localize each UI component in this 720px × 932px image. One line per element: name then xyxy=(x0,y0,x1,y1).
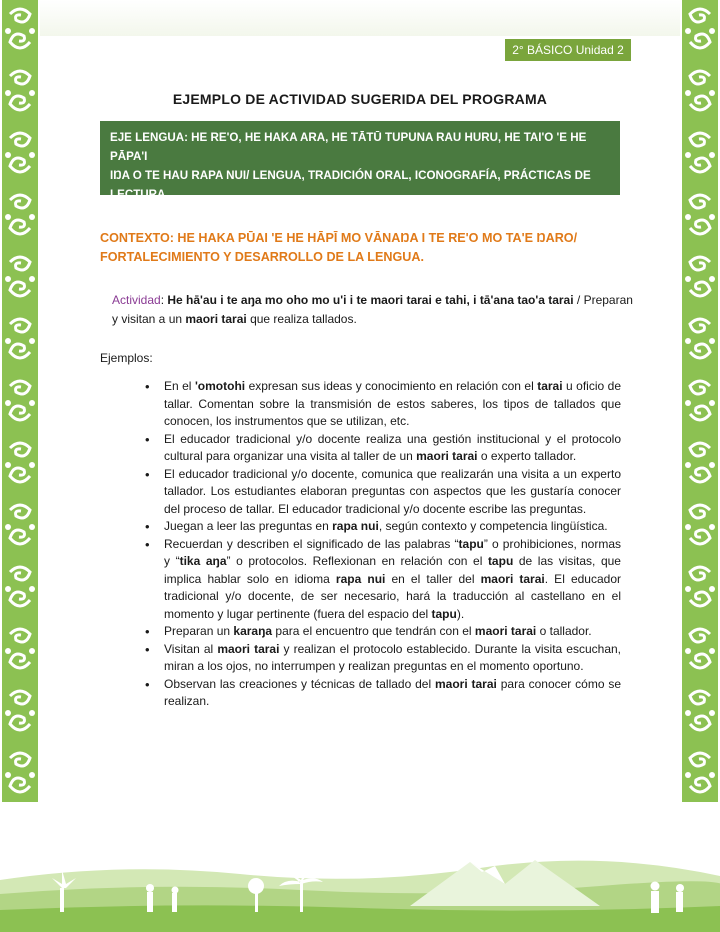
list-item: • El educador tradicional y/o docente realiza una gestión institucional y el protocolo cultural para organizar una visita al taller de un maori tarai o experto tallador. xyxy=(145,431,621,466)
contexto-heading xyxy=(100,229,620,267)
actividad-colon: : xyxy=(160,293,168,307)
list-item: • Visitan al maori tarai y realizan el protocolo establecido. Durante la visita escuchan, miran a los ojos, no interrumpen y realizan preguntas en el momento oportuno. xyxy=(145,641,621,676)
actividad-text: / Preparan y visitan a un xyxy=(112,293,633,326)
rapa-nui-landscape-silhouette-icon xyxy=(0,802,720,932)
left-border-pattern-icon xyxy=(0,0,40,880)
actividad-text: que realiza tallados. xyxy=(246,312,357,326)
list-item: • El educador tradicional y/o docente, comunica que realizarán una visita a un experto tallador. Los estudiantes elaboran preguntas con aspectos que les gustaría conocer del proceso de tallar. El educador tradicional y/o docente escribe las preguntas. xyxy=(145,466,621,519)
list-item: • Juegan a leer las preguntas en rapa nui, según contexto y competencia lingüística. xyxy=(145,518,621,536)
list-item: • Recuerdan y describen el significado de las palabras “tapu” o prohibiciones, normas y “tika aŋa” o protocolos. Reflexionan en relación con el tapu de las visitas, que implica hablar solo en idioma rapa nui en el taller del maori tarai. El educador tradicional y/o docente, de ser necesario, hará la traducción al castellano en el momento y lugar pertinente (fuera del espacio del tapu). xyxy=(145,536,621,624)
top-strip xyxy=(40,0,680,36)
list-item: • En el 'omotohi expresan sus ideas y conocimiento en relación con el tarai u oficio de tallar. Comentan sobre la transmisión de estos saberes, los tipos de tallados que conocen, los instrumentos que se utilizan, etc. xyxy=(145,378,621,431)
list-item: • Observan las creaciones y técnicas de tallado del maori tarai para conocer cómo se realizan. xyxy=(145,676,621,711)
actividad-keyword: maori tarai xyxy=(185,312,247,326)
eje-line: IŊA O TE HAU RAPA NUI/ LENGUA, TRADICIÓN ORAL, ICONOGRAFÍA, PRÁCTICAS DE LECTURA xyxy=(110,169,591,201)
actividad-title-rapanui: He hā'au i te aŋa mo oho mo u'i i te maori tarai e tahi, i tā'ana tao'a tarai xyxy=(167,293,574,307)
eje-line: Y ESCRITURA DE LOS PUEBLOS ORIGINARIOS. xyxy=(110,207,378,220)
ejemplos-list xyxy=(145,378,621,711)
list-item: • Preparan un karaŋa para el encuentro que tendrán con el maori tarai o tallador. xyxy=(145,623,621,641)
unit-badge: 2° BÁSICO Unidad 2 xyxy=(505,39,631,61)
eje-lengua-box xyxy=(100,121,620,220)
ejemplos-heading: Ejemplos: xyxy=(100,351,153,365)
page-title: EJEMPLO DE ACTIVIDAD SUGERIDA DEL PROGRAMA xyxy=(172,91,548,107)
actividad-label: Actividad xyxy=(112,293,161,307)
right-border-pattern-icon xyxy=(680,0,720,880)
contexto-line: FORTALECIMIENTO Y DESARROLLO DE LA LENGUA. xyxy=(100,250,424,264)
contexto-line: CONTEXTO: HE HAKA PŪAI 'E HE HĀPĪ MO VĀNAŊA I TE RE'O MO TA'E ŊARO/ xyxy=(100,231,578,245)
eje-line: EJE LENGUA: HE RE'O, HE HAKA ARA, HE TĀTŪ TUPUNA RAU HURU, HE TAI'O 'E HE PĀPA'I xyxy=(110,131,587,163)
actividad-paragraph xyxy=(112,291,642,329)
